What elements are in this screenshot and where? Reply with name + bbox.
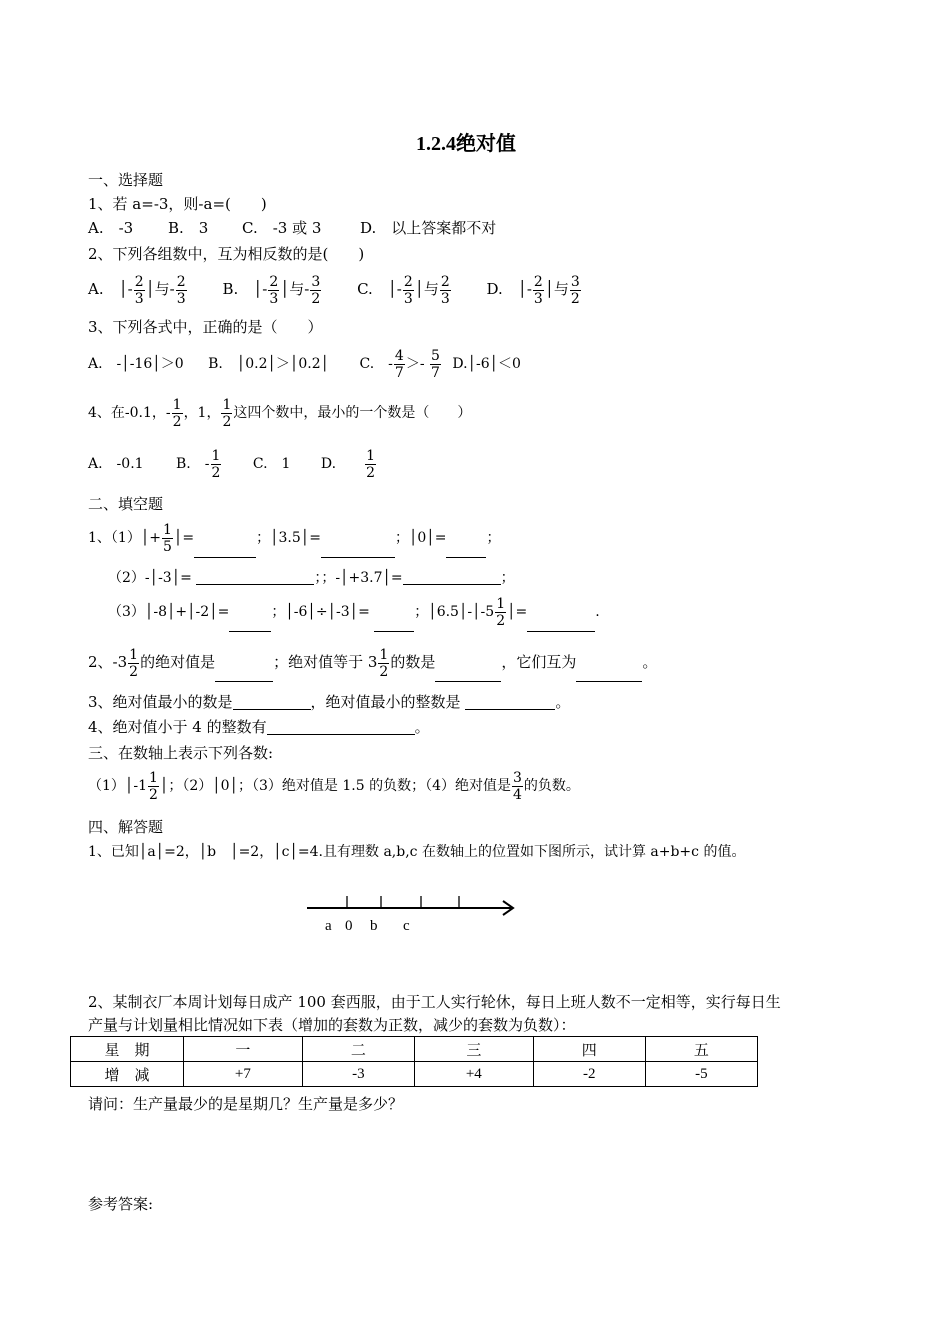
s3-part: 的负数。 xyxy=(523,778,580,794)
q2-4: 4、绝对值小于 4 的整数有 。 xyxy=(88,718,430,736)
q1-3-option-b: B. │0.2│＞│0.2│ xyxy=(208,356,330,372)
q1-4-stem-part: 这四个数中，最小的一个数是（ ） xyxy=(233,405,472,421)
q1-1-option-a: A. -3 xyxy=(88,219,134,237)
q1-3-stem: 3、下列各式中，正确的是（ ） xyxy=(88,318,323,336)
q2-2-part: ，它们互为 xyxy=(501,653,577,671)
q1-1-stem: 1、若 a=-3，则-a=( ) xyxy=(88,195,267,213)
q1-1-option-b: B. 3 xyxy=(168,219,209,237)
section-4-heading: 四、解答题 xyxy=(88,818,164,836)
q4-2-question: 请问：生产量最少的是星期几？生产量是多少？ xyxy=(88,1095,404,1113)
q4-2-line2: 产量与计划量相比情况如下表（增加的套数为正数，减少的套数为负数）： xyxy=(88,1016,576,1034)
q1-4-option-b: B. - $\frac{1}{2}$ xyxy=(176,447,221,481)
q1-3-option-a: A. -│-16│＞0 xyxy=(88,356,184,372)
q1-3-options xyxy=(88,344,521,384)
section-3-heading: 三、在数轴上表示下列各数: xyxy=(88,744,274,762)
q4-1-stem: 1、已知│a│=2，│b │=2，│c│=4.且有理数 a,b,c 在数轴上的位置如下图所示，试计算 a+b+c 的值。 xyxy=(88,844,746,860)
q2-3-part: ，绝对值最小的整数是 xyxy=(310,693,461,711)
q1-4-options xyxy=(88,444,377,484)
q2-1-part3-a: （3）│-8│+│-2│= xyxy=(108,604,230,620)
section-2-heading: 二、填空题 xyxy=(88,495,164,513)
q1-4-option-a: A. -0.1 xyxy=(88,456,144,472)
q1-1-option-c: C. -3 或 3 xyxy=(242,219,322,237)
q2-1-part2-b: ；-│+3.7│= xyxy=(321,570,403,586)
q2-1-label: 1、（1） xyxy=(88,530,141,546)
table-day: 二 xyxy=(302,1037,414,1062)
q1-3-option-c: C. - $\frac{4}{7}$ ＞- $\frac{5}{7}$ xyxy=(359,347,440,381)
q1-4-option-b-label: B. xyxy=(176,456,191,472)
table-day: 三 xyxy=(414,1037,533,1062)
q4-2-line1: 2、某制衣厂本周计划每日成产 100 套西服，由于工人实行轮休，每日上班人数不一定相等，实行每日生 xyxy=(88,993,781,1011)
q1-2-options xyxy=(88,269,582,309)
q1-4-option-d: D. $\frac{1}{2}$ xyxy=(320,447,376,481)
section-3-items: （1）│-1 $\frac{1}{2}$ │；（2）│0│；（3）绝对值是 1.5 的负数；（4）绝对值是 $\frac{3}{4}$ 的负数。 xyxy=(88,769,580,803)
q2-1-part2: （2）-│-3│= ；；-│+3.7│= ； xyxy=(108,570,515,586)
table-row-values xyxy=(71,1062,758,1087)
table-value: -2 xyxy=(533,1062,645,1087)
page-title: 1.2.4绝对值 xyxy=(416,133,516,155)
s3-part: （1）│-1 xyxy=(88,778,147,794)
q2-3: 3、绝对值最小的数是 ，绝对值最小的整数是 。 xyxy=(88,693,571,711)
q2-1-part3: （3）│-8│+│-2│= ；│-6│÷│-3│= ；│6.5│-│-5 $\frac{1}{2}$ │= . xyxy=(108,592,600,632)
table-day: 四 xyxy=(533,1037,645,1062)
table-header-label: 星 期 xyxy=(71,1037,184,1062)
q1-2-stem: 2、下列各组数中，互为相反数的是( ) xyxy=(88,245,365,263)
axis-label-0: 0 xyxy=(345,918,353,934)
q1-2-option-b: B. │- $\frac{2}{3}$ │与- $\frac{3}{2}$ xyxy=(222,273,321,307)
q2-3-part: 3、绝对值最小的数是 xyxy=(88,693,233,711)
q1-4-stem-part: ，1， xyxy=(183,405,221,421)
q1-4-option-c: C. 1 xyxy=(252,456,291,472)
axis-label-a: a xyxy=(325,918,332,934)
q1-4-option-d-label: D. xyxy=(320,456,337,472)
q1-2-option-c: C. │- $\frac{2}{3}$ │与 $\frac{2}{3}$ xyxy=(357,273,450,307)
answer-heading: 参考答案: xyxy=(88,1195,154,1213)
q1-3-option-d: D.│-6│＜0 xyxy=(452,356,521,372)
q2-2-part: 的数是 xyxy=(390,653,436,671)
q2-1-part3-c: ；│6.5│-│-5 xyxy=(414,604,495,620)
q2-4-text: 4、绝对值小于 4 的整数有 xyxy=(88,718,267,736)
q1-2-option-a: A. │- $\frac{2}{3}$ │与- $\frac{2}{3}$ xyxy=(88,273,186,307)
table-row-label: 增 减 xyxy=(71,1062,184,1087)
q2-1-part3-b: ；│-6│÷│-3│= xyxy=(271,604,370,620)
table-value: -3 xyxy=(302,1062,414,1087)
table-row-days xyxy=(71,1037,758,1062)
q2-1-part1: 1、（1）│+ $\frac{1}{5}$ │= ；│3.5│= ；│0│= ； xyxy=(88,518,500,558)
q2-1-part2-a: （2）-│-3│= xyxy=(108,570,192,586)
section-1-heading: 一、选择题 xyxy=(88,171,164,189)
table-value: +7 xyxy=(184,1062,303,1087)
table-value: +4 xyxy=(414,1062,533,1087)
s3-part: │；（2）│0│；（3）绝对值是 1.5 的负数；（4）绝对值是 xyxy=(159,778,511,794)
table-day: 五 xyxy=(645,1037,757,1062)
q1-1-option-d: D. 以上答案都不对 xyxy=(360,219,497,237)
table-day: 一 xyxy=(184,1037,303,1062)
axis-label-b: b xyxy=(370,918,378,934)
q2-2-part: 2、-3 xyxy=(88,653,128,671)
q1-4-stem: 4、在-0.1，- $\frac{1}{2}$ ，1， $\frac{1}{2}$ 这四个数中，最小的一个数是（ ） xyxy=(88,396,472,430)
number-line xyxy=(307,890,527,940)
q1-2-option-d: D. │- $\frac{2}{3}$ │与 $\frac{3}{2}$ xyxy=(486,273,580,307)
q2-2: 2、-3 $\frac{1}{2}$ 的绝对值是 ；绝对值等于 3 $\frac{1}{2}$ 的数是 ，它们互为 。 xyxy=(88,642,657,682)
production-table xyxy=(70,1036,758,1087)
q2-2-part: ；绝对值等于 3 xyxy=(273,653,378,671)
table-value: -5 xyxy=(645,1062,757,1087)
q2-2-part: 的绝对值是 xyxy=(140,653,216,671)
q1-4-stem-part: 4、在-0.1， xyxy=(88,405,166,421)
axis-label-c: c xyxy=(403,918,410,934)
